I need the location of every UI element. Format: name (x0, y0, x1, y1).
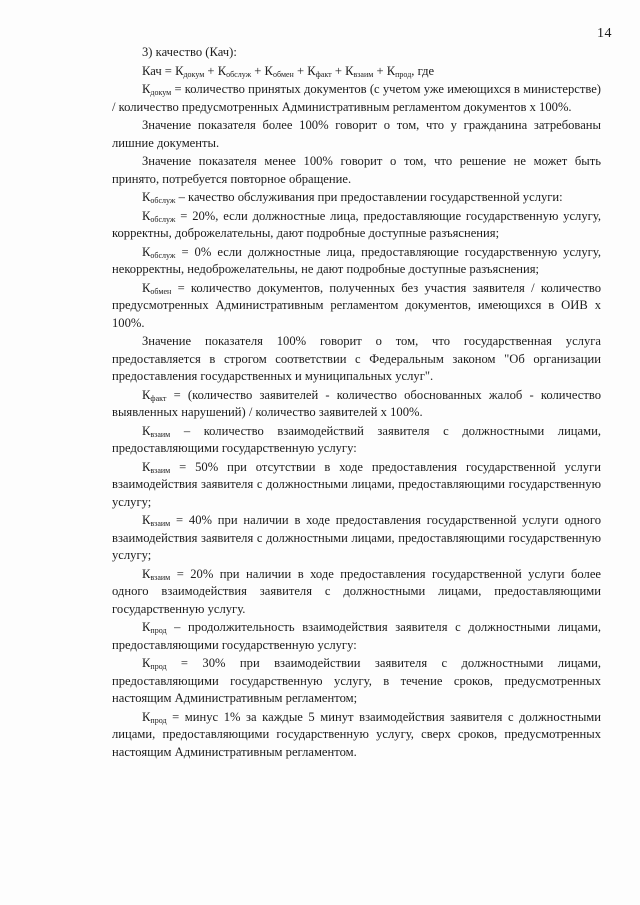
document-body (112, 44, 601, 762)
paragraph (112, 280, 601, 333)
indicator-subscript: взаим (150, 429, 171, 439)
paragraph-text: – количество взаимодействий заявителя с должностными лицами, предоставляющими государственную услугу: (112, 423, 601, 455)
indicator-subscript: обслуж (150, 250, 176, 260)
paragraph-text: = 20% при наличии в ходе предоставления государственной услуги более одного взаимодействия заявителя с должностными лицами, предоставляющими государственную услугу. (112, 566, 601, 616)
paragraph (112, 709, 601, 762)
formula-symbol: К (175, 63, 184, 78)
indicator-symbol: К (142, 566, 151, 581)
paragraph (112, 333, 601, 386)
formula-symbol: К (386, 63, 396, 78)
formula-subscript: докум (183, 69, 205, 79)
formula-symbol: К (217, 63, 227, 78)
indicator-subscript: прод (150, 626, 167, 635)
paragraph-text: = 0% если должностные лица, предоставляющие государственную услугу, некорректны, недоброжелательны, не дают подробные доступные разъяснения; (112, 244, 601, 276)
paragraph-text: Значение показателя более 100% говорит о том, что у гражданина затребованы лишние документы. (112, 118, 601, 150)
paragraph-text: = количество документов, полученных без участия заявителя / количество предусмотренных Административным регламентом документов, имеющихся в ОИВ х 100%. (112, 280, 601, 330)
formula-subscript: взаим (353, 69, 374, 79)
formula-operator: + (331, 63, 346, 78)
paragraph-text: = 30% при взаимодействии заявителя с должностными лицами, предоставляющими государственную услугу, в течение сроков, предусмотренных настоящим Административным регламентом; (112, 656, 601, 705)
indicator-symbol: К (142, 82, 151, 96)
paragraph (112, 117, 601, 152)
paragraph-text: Значение показателя менее 100% говорит о том, что решение не может быть принято, потребуется повторное обращение. (112, 154, 601, 186)
formula-operator: + (293, 63, 308, 78)
indicator-subscript: обслуж (150, 196, 176, 205)
page-number: 14 (597, 26, 612, 41)
indicator-symbol: К (142, 459, 151, 474)
formula-operator: , где (411, 63, 435, 78)
formula-subscript: факт (315, 69, 332, 79)
indicator-subscript: прод (150, 715, 167, 725)
indicator-subscript: взаим (150, 465, 171, 475)
paragraph (112, 619, 601, 654)
paragraph (112, 153, 601, 188)
formula-symbol: К (345, 63, 354, 78)
paragraph (112, 459, 601, 512)
paragraph (112, 566, 601, 619)
paragraph-text: = количество принятых документов (с учетом уже имеющихся в министерстве) / количество предусмотренных Административным регламентом документов х 100%. (112, 82, 601, 114)
formula-subscript: прод (395, 69, 412, 79)
paragraph-text: = минус 1% за каждые 5 минут взаимодействия заявителя с должностными лицами, предоставляющими государственную услугу, сверх сроков, предусмотренных настоящим Административным регламентом. (112, 709, 601, 759)
paragraph-text: – качество обслуживания при предоставлении государственной услуги: (175, 190, 563, 204)
formula-lhs: Кач = (142, 63, 176, 78)
indicator-subscript: факт (150, 393, 167, 403)
paragraph-text: = 20%, если должностные лица, предоставляющие государственную услугу, корректны, доброжелательны, дают подробные доступные разъяснения; (112, 208, 601, 240)
formula-subscript: обслуж (226, 69, 252, 79)
indicator-symbol: К (142, 513, 151, 527)
section-heading: 3) качество (Кач): (142, 45, 237, 59)
paragraph (112, 655, 601, 708)
paragraph-text: = 50% при отсутствии в ходе предоставления государственной услуги взаимодействия заявителя с должностными лицами, предоставляющими государственную услугу; (112, 459, 601, 509)
indicator-symbol: К (142, 656, 151, 670)
indicator-symbol: К (142, 208, 151, 223)
formula-operator: + (251, 63, 265, 78)
indicator-symbol: К (142, 190, 151, 204)
formula-symbol: К (307, 63, 316, 78)
indicator-subscript: взаим (150, 572, 171, 582)
paragraph-text: = (количество заявителей - количество обоснованных жалоб - количество выявленных нарушений) / количество заявителей х 100%. (112, 387, 601, 419)
paragraph (112, 81, 601, 116)
indicator-symbol: К (142, 387, 151, 402)
paragraph (112, 512, 601, 565)
indicator-subscript: взаим (150, 519, 171, 528)
paragraph-list (112, 81, 601, 761)
paragraph-text: = 40% при наличии в ходе предоставления государственной услуги одного взаимодействия заявителя с должностными лицами, предоставляющими государственную услугу; (112, 513, 601, 562)
paragraph-text: – продолжительность взаимодействия заявителя с должностными лицами, предоставляющими государственную услугу: (112, 620, 601, 652)
indicator-subscript: докум (150, 88, 172, 97)
formula-symbol: К (264, 63, 273, 78)
paragraph (112, 189, 601, 207)
indicator-symbol: К (142, 244, 151, 259)
indicator-symbol: К (142, 709, 151, 724)
quality-formula (112, 63, 601, 81)
paragraph (112, 387, 601, 422)
paragraph (112, 208, 601, 243)
indicator-symbol: К (142, 423, 151, 438)
paragraph (112, 423, 601, 458)
indicator-symbol: К (142, 620, 151, 634)
paragraph (112, 244, 601, 279)
formula-operator: + (204, 63, 218, 78)
indicator-symbol: К (142, 280, 151, 295)
formula-subscript: обмен (272, 69, 294, 79)
formula-operator: + (373, 63, 387, 78)
indicator-subscript: обмен (150, 286, 172, 296)
indicator-subscript: обслуж (150, 214, 176, 224)
indicator-subscript: прод (150, 662, 167, 671)
paragraph-text: Значение показателя 100% говорит о том, что государственная услуга предоставляется в строгом соответствии с Федеральным законом "Об организации предоставления государственных и муниципальных услуг". (112, 334, 601, 383)
